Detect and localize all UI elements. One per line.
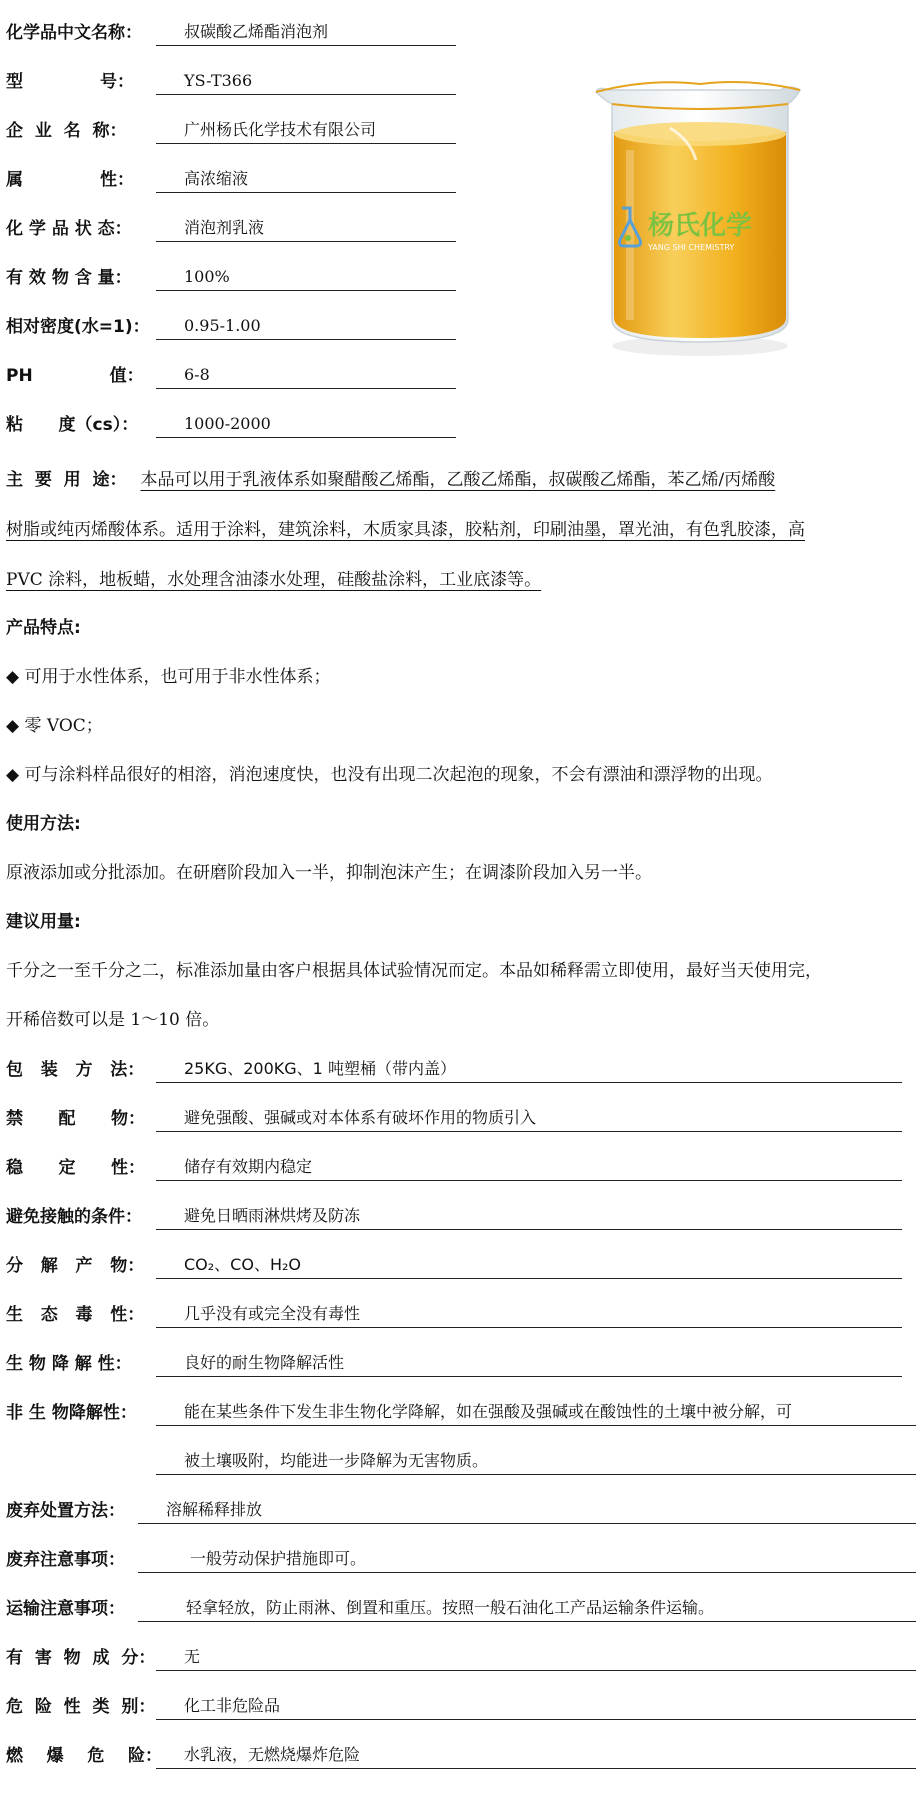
prop-label: 相对密度(水=1)： [6, 317, 150, 337]
prop-label: 废弃注意事项： [6, 1550, 125, 1570]
prop-label: 禁 配 物： [6, 1109, 146, 1129]
prop-label: 生 态 毒 性： [6, 1305, 145, 1325]
prop-value: 高浓缩液 [156, 165, 456, 193]
prop-label: 运输注意事项： [6, 1599, 125, 1619]
prop-value: 叔碳酸乙烯酯消泡剂 [156, 18, 456, 46]
prop-value: YS-T366 [156, 67, 456, 95]
prop-value: 化工非危险品 [156, 1692, 916, 1720]
dosage-text: 开稀倍数可以是 1～10 倍。 [6, 1010, 220, 1030]
usage-line: PVC 涂料，地板蜡，水处理含油漆水处理，硅酸盐涂料，工业底漆等。 [6, 570, 542, 590]
prop-value: 溶解稀释排放 [138, 1496, 916, 1524]
prop-value: 储存有效期内稳定 [156, 1153, 902, 1181]
prop-label: 粘 度（cs）： [6, 415, 139, 435]
prop-label: 危 险 性 类 别： [6, 1697, 156, 1717]
prop-value: 一般劳动保护措施即可。 [138, 1545, 916, 1573]
logo-name: 杨氏化学 [648, 211, 753, 241]
prop-label: 废弃处置方法： [6, 1501, 125, 1521]
prop-value: 几乎没有或完全没有毒性 [156, 1300, 902, 1328]
prop-value: 水乳液，无燃烧爆炸危险 [156, 1741, 916, 1769]
prop-label: PH 值： [6, 366, 144, 386]
features-title: 产品特点: [6, 618, 81, 638]
product-beaker-image [590, 70, 810, 360]
usage-text: 本品可以用于乳液体系如聚醋酸乙烯酯，乙酸乙烯酯，叔碳酸乙烯酯，苯乙烯/丙烯酸 [140, 470, 776, 490]
prop-label: 分 解 产 物： [6, 1256, 145, 1276]
prop-label: 稳 定 性： [6, 1158, 146, 1178]
usage-label: 主 要 用 途： [6, 470, 127, 490]
prop-label: 属 性： [6, 170, 134, 190]
prop-label: 非 生 物降解性： [6, 1403, 137, 1423]
prop-label: 避免接触的条件： [6, 1207, 142, 1227]
method-text: 原液添加或分批添加。在研磨阶段加入一半，抑制泡沫产生；在调漆阶段加入另一半。 [6, 863, 652, 883]
prop-value: 6-8 [156, 361, 456, 389]
prop-label: 型 号： [6, 72, 134, 92]
prop-value: 100% [156, 263, 456, 291]
dosage-title: 建议用量: [6, 912, 81, 932]
logo-subtitle: YANG SHI CHEMISTRY [648, 243, 735, 252]
prop-value: 0.95-1.00 [156, 312, 456, 340]
prop-value: 1000-2000 [156, 410, 456, 438]
prop-label: 企 业 名 称： [6, 121, 127, 141]
prop-value: 良好的耐生物降解活性 [156, 1349, 902, 1377]
usage-section [6, 455, 910, 605]
feature-item: ◆ 可与涂料样品很好的相溶，消泡速度快，也没有出现二次起泡的现象，不会有漂油和漂浮物的出现。 [6, 765, 773, 785]
prop-value: 避免强酸、强碱或对本体系有破坏作用的物质引入 [156, 1104, 902, 1132]
prop-label: 化学品中文名称： [6, 23, 142, 43]
usage-line [6, 455, 910, 505]
prop-value: CO₂、CO、H₂O [156, 1251, 902, 1279]
prop-value: 被土壤吸附，均能进一步降解为无害物质。 [156, 1447, 916, 1475]
prop-label: 生 物 降 解 性： [6, 1354, 132, 1374]
feature-item: ◆ 零 VOC； [6, 716, 103, 736]
prop-value: 无 [156, 1643, 916, 1671]
feature-item: ◆ 可用于水性体系，也可用于非水性体系； [6, 667, 331, 687]
prop-label: 包 装 方 法： [6, 1060, 145, 1080]
prop-label: 有 害 物 成 分： [6, 1648, 156, 1668]
prop-value: 消泡剂乳液 [156, 214, 456, 242]
prop-value: 能在某些条件下发生非生物化学降解，如在强酸及强碱或在酸蚀性的土壤中被分解，可 [156, 1398, 916, 1426]
prop-label: 有 效 物 含 量： [6, 268, 132, 288]
prop-value: 广州杨氏化学技术有限公司 [156, 116, 456, 144]
prop-value: 轻拿轻放，防止雨淋、倒置和重压。按照一般石油化工产品运输条件运输。 [138, 1594, 916, 1622]
dosage-text: 千分之一至千分之二，标准添加量由客户根据具体试验情况而定。本品如稀释需立即使用，最好当天使用完， [6, 961, 822, 981]
method-title: 使用方法: [6, 814, 81, 834]
prop-value: 25KG、200KG、1 吨塑桶（带内盖） [156, 1055, 902, 1083]
prop-label: 化 学 品 状 态： [6, 219, 132, 239]
prop-value: 避免日晒雨淋烘烤及防冻 [156, 1202, 902, 1230]
prop-label: 燃 爆 危 险： [6, 1746, 163, 1766]
usage-line: 树脂或纯丙烯酸体系。适用于涂料，建筑涂料，木质家具漆，胶粘剂，印刷油墨，罩光油，有色乳胶漆，高 [6, 520, 805, 540]
